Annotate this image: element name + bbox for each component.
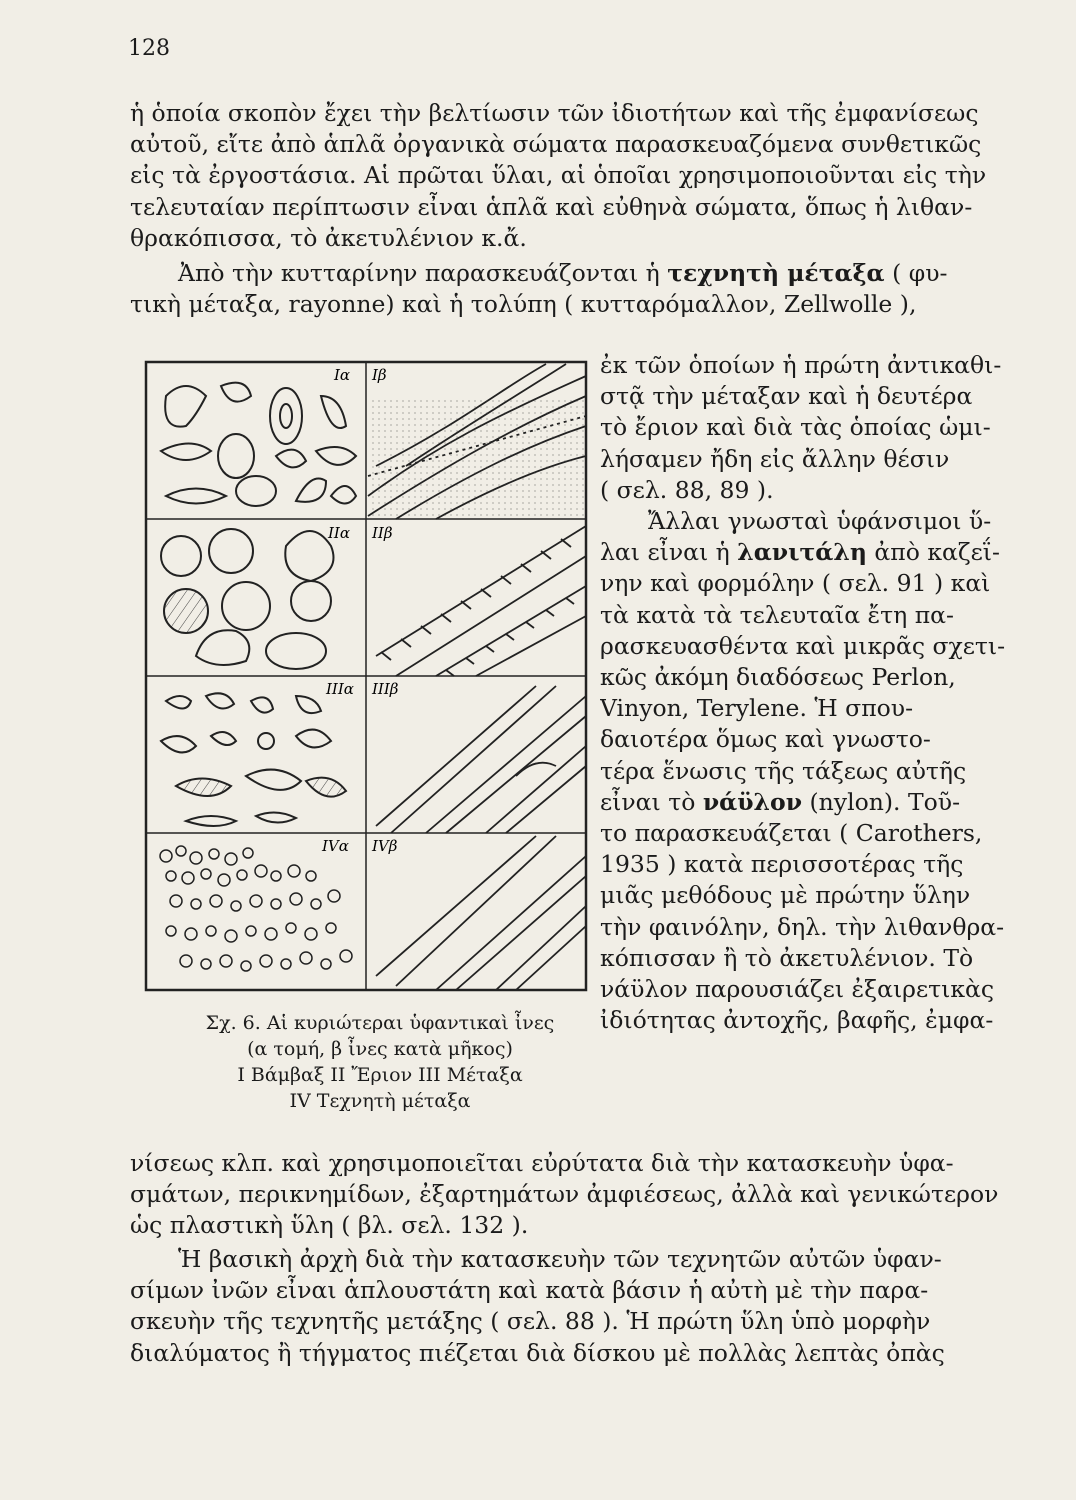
label-IIIb: ΙΙΙβ: [372, 680, 399, 698]
text-line: εἰς τὰ ἐργοστάσια. Αἱ πρῶται ὕλαι, αἱ ὁποῖαι χρησιμοποιοῦνται εἰς τὴν: [130, 161, 987, 190]
label-Ib: Ιβ: [372, 366, 387, 384]
text-line: ἰδιότητας ἀντοχῆς, βαφῆς, ἐμφα-: [600, 1006, 994, 1035]
bold-term: τεχνητὴ μέταξα: [667, 259, 885, 287]
text-fragment: λαι εἶναι ἡ: [600, 538, 738, 567]
text-line: σκευὴν τῆς τεχνητῆς μετάξης ( σελ. 88 ). Ἡ πρώτη ὕλη ὑπὸ μορφὴν: [130, 1307, 931, 1336]
final-paragraph: [130, 1244, 1030, 1369]
text-line: θρακόπισσα, τὸ ἀκετυλένιον κ.ἄ.: [130, 223, 527, 252]
text-line: στᾷ τὴν μέταξαν καὶ ἡ δευτέρα: [600, 382, 973, 411]
text-line: μιᾶς μεθόδους μὲ πρώτην ὕλην: [600, 881, 971, 910]
label-IIb: ΙΙβ: [372, 524, 393, 542]
label-IVa: ΙVα: [322, 837, 349, 855]
text-line: [130, 258, 1030, 289]
text-line: νην καὶ φορμόλην ( σελ. 91 ) καὶ: [600, 569, 991, 598]
text-line: νίσεως κλπ. καὶ χρησιμοποιεῖται εὐρύτατα διὰ τὴν κατασκευὴν ὑφα-: [130, 1149, 954, 1177]
cotton-texture: [368, 396, 584, 518]
artificial-silk-longitudinal: [376, 836, 586, 990]
caption-line: Ι Βάμβαξ ΙΙ Ἔριον ΙΙΙ Μέταξα: [237, 1064, 523, 1086]
second-paragraph: [130, 258, 1030, 320]
cotton-cross-section: [161, 383, 356, 506]
page-number: 128: [128, 36, 170, 61]
text-fragment: Ἀπὸ τὴν κυτταρίνην παρασκευάζονται ἡ: [178, 259, 668, 287]
label-Ia: Ια: [334, 366, 351, 384]
text-line: κόπισσαν ἢ τὸ ἀκετυλένιον. Τὸ: [600, 943, 974, 972]
text-fragment: εἶναι τὸ: [600, 787, 703, 816]
top-paragraph: [130, 98, 1030, 254]
text-line: σμάτων, περικνημίδων, ἐξαρτημάτων ἀμφιέσεως, ἀλλὰ καὶ γενικώτερον: [130, 1180, 999, 1209]
bold-term: νάϋλον: [702, 787, 803, 816]
text-line: τελευταίαν περίπτωσιν εἶναι ἁπλᾶ καὶ εὐθηνὰ σώματα, ὅπως ἡ λιθαν-: [130, 192, 973, 221]
wool-cross-section: [161, 529, 334, 669]
label-IVb: ΙVβ: [372, 837, 398, 855]
side-column-text: [600, 350, 1028, 1036]
text-line: τέρα ἕνωσις τῆς τάξεως αὐτῆς: [600, 756, 967, 785]
text-line: Ἄλλαι γνωσταὶ ὑφάνσιμοι ὕ-: [648, 507, 992, 536]
caption-line: Σχ. 6. Αἱ κυριώτεραι ὑφαντικαὶ ἶνες: [205, 1012, 555, 1034]
caption-line: ΙV Τεχνητὴ μέταξα: [289, 1090, 471, 1112]
text-line: κῶς ἀκόμη διαδόσεως Perlon,: [600, 663, 956, 692]
text-line: ρασκευασθέντα καὶ μικρᾶς σχετι-: [600, 631, 1006, 660]
fiber-figure: [136, 356, 596, 996]
text-line: τὴν φαινόλην, δηλ. τὴν λιθανθρα-: [600, 912, 1005, 941]
text-line: τὰ κατὰ τὰ τελευταῖα ἔτη πα-: [600, 600, 954, 629]
text-line: [600, 537, 1028, 568]
text-line: διαλύματος ἢ τήγματος πιέζεται διὰ δίσκου μὲ πολλὰς λεπτὰς ὀπὰς: [130, 1338, 945, 1367]
label-IIa: ΙΙα: [328, 524, 350, 542]
silk-cross-section: [161, 693, 346, 826]
text-line: ( σελ. 88, 89 ).: [600, 475, 774, 504]
fiber-illustration: [136, 356, 596, 996]
text-line: το παρασκευάζεται ( Carothers,: [600, 819, 983, 848]
text-line: τικὴ μέταξα, rayonne) καὶ ἡ τολύπη ( κυτταρόμαλλον, Zellwolle ),: [130, 290, 917, 319]
text-line: δαιοτέρα ὅμως καὶ γνωστο-: [600, 725, 931, 754]
text-line: Vinyon, Terylene. Ἡ σπου-: [600, 694, 914, 723]
caption-line: (α τομή, β ἶνες κατὰ μῆκος): [247, 1038, 513, 1060]
silk-longitudinal: [376, 686, 586, 833]
text-line: νάϋλον παρουσιάζει ἐξαιρετικὰς: [600, 975, 995, 1004]
text-line: σίμων ἰνῶν εἶναι ἁπλουστάτη καὶ κατὰ βάσιν ἡ αὐτὴ μὲ τὴν παρα-: [130, 1276, 929, 1305]
bottom-paragraph: [130, 1148, 1030, 1242]
text-line: αὐτοῦ, εἴτε ἀπὸ ἁπλᾶ ὀργανικὰ σώματα παρασκευαζόμενα συνθετικῶς: [130, 130, 982, 159]
text-line: τὸ ἔριον καὶ διὰ τὰς ὁποίας ὡμι-: [600, 413, 991, 442]
text-line: λήσαμεν ἤδη εἰς ἄλλην θέσιν: [600, 444, 950, 473]
text-fragment: ( φυ-: [884, 259, 948, 287]
text-line: Ἡ βασικὴ ἀρχὴ διὰ τὴν κατασκευὴν τῶν τεχνητῶν αὐτῶν ὑφαν-: [178, 1245, 942, 1273]
text-line: ὡς πλαστικὴ ὕλη ( βλ. σελ. 132 ).: [130, 1211, 529, 1240]
text-line: [600, 787, 1028, 818]
text-fragment: (nylon). Τοῦ-: [802, 787, 961, 816]
wool-longitudinal: [376, 526, 586, 676]
text-line: ἡ ὁποία σκοπὸν ἔχει τὴν βελτίωσιν τῶν ἰδιοτήτων καὶ τῆς ἐμφανίσεως: [130, 99, 979, 127]
artificial-silk-cross-section: [160, 846, 352, 971]
text-line: 1935 ) κατὰ περισσοτέρας τῆς: [600, 850, 964, 879]
bold-term: λανιτάλη: [737, 538, 867, 567]
label-IIIa: ΙΙΙα: [326, 680, 354, 698]
text-fragment: ἀπὸ καζεΐ-: [866, 538, 1000, 567]
figure-caption: [170, 1010, 590, 1114]
text-line: ἐκ τῶν ὁποίων ἡ πρώτη ἀντικαθι-: [600, 351, 1002, 379]
